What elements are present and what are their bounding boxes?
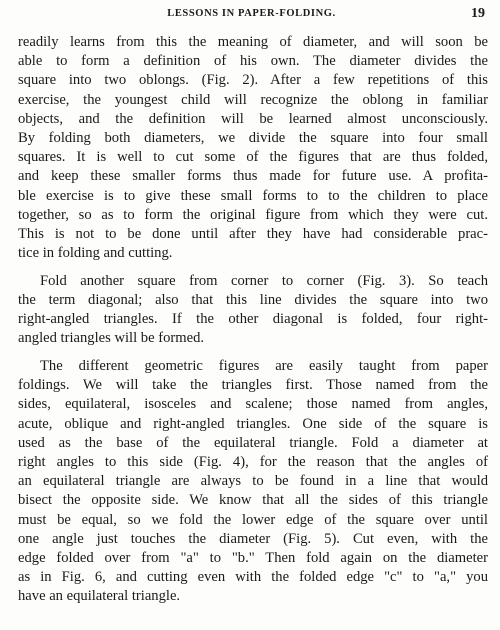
text-line: objects, and the definition will be learned almost unconsciously. xyxy=(18,110,488,127)
text-line: readily learns from this the meaning of diameter, and will soon be xyxy=(18,34,488,50)
paragraph-3 xyxy=(18,357,488,606)
text-line: ble exercise is to give these small forms to to the children to place xyxy=(18,187,488,204)
text-line: tice in folding and cutting. xyxy=(18,245,173,262)
text-line: bisect the opposite side. We know that all the sides of this triangle xyxy=(18,492,488,509)
paragraph-1 xyxy=(18,33,488,263)
text-line: as in Fig. 6, and cutting even with the folded edge "c" to "a," you xyxy=(18,569,488,586)
text-line: The different geometric figures are easily taught from paper xyxy=(40,358,488,374)
text-line: sides, equilateral, isosceles and scalene; those named from angles, xyxy=(18,396,488,413)
text-line: acute, oblique and right-angled triangles. One side of the square is xyxy=(18,415,488,432)
text-line: This is not to be done until after they have had considerable prac- xyxy=(18,225,488,242)
text-line: an equilateral triangle are always to be found in a line that would xyxy=(18,473,488,490)
text-line: edge folded over from "a" to "b." Then fold again on the diameter xyxy=(18,549,488,566)
running-title: LESSONS IN PAPER-FOLDING. xyxy=(167,8,336,19)
text-line: angled triangles will be formed. xyxy=(18,330,205,347)
text-line: foldings. We will take the triangles first. Those named from the xyxy=(18,377,488,394)
running-head xyxy=(18,6,485,26)
text-line: right angles to this side (Fig. 4), for the reason that the angles of xyxy=(18,453,488,470)
page-number: 19 xyxy=(471,6,485,21)
text-line: Fold another square from corner to corner (Fig. 3). So teach xyxy=(40,272,488,289)
body-text xyxy=(18,33,488,606)
text-line: right-angled triangles. If the other diagonal is folded, four right- xyxy=(18,311,488,328)
text-line: the term diagonal; also that this line divides the square into two xyxy=(18,291,488,308)
text-line: squares. It is well to cut some of the figures that are thus folded, xyxy=(18,149,488,166)
text-line: must be equal, so we fold the lower edge of the square over until xyxy=(18,511,488,528)
text-line: By folding both diameters, we divide the square into four small xyxy=(18,129,488,146)
text-line: used as the base of the equilateral triangle. Fold a diameter at xyxy=(18,434,488,451)
text-line: one angle just touches the diameter (Fig. 5). Cut even, with the xyxy=(18,530,488,547)
text-line: together, so as to form the original figure from which they were cut. xyxy=(18,206,488,223)
text-line: able to form a definition of his own. The diameter divides the xyxy=(18,53,488,70)
text-line: and keep these smaller forms thus made for future use. A profita- xyxy=(18,168,488,185)
text-line: have an equilateral triangle. xyxy=(18,588,181,605)
text-line: square into two oblongs. (Fig. 2). After a few repetitions of this xyxy=(18,72,488,89)
text-line: exercise, the youngest child will recognize the oblong in familiar xyxy=(18,91,488,108)
paragraph-2 xyxy=(18,272,488,349)
